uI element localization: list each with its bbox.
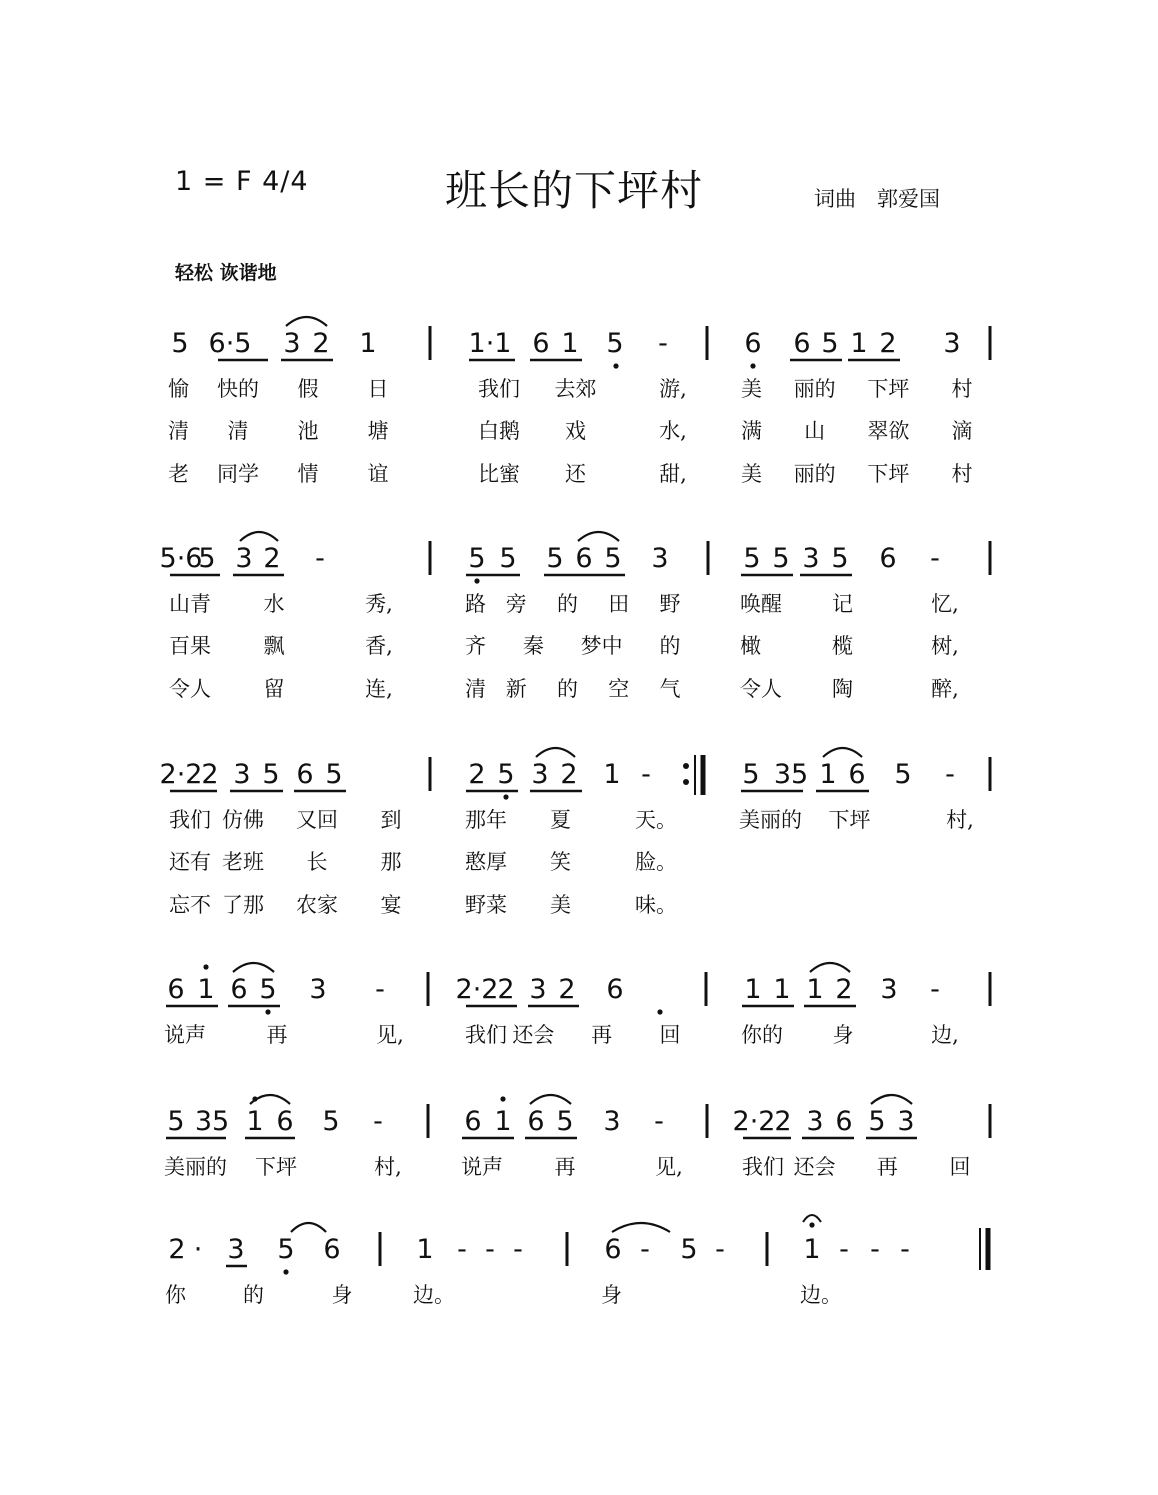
lyric: 令人 (169, 677, 211, 701)
note: 5 (277, 1234, 295, 1265)
note: - (375, 974, 385, 1005)
lyric: 说声 (164, 1023, 206, 1047)
lyric: 再 (591, 1023, 613, 1047)
lyric: 飘 (263, 634, 285, 658)
lyric: 我们 (742, 1155, 784, 1179)
lyric: 山青 (169, 592, 211, 616)
measure (171, 328, 376, 359)
note: - (513, 1234, 523, 1265)
note: 35 (194, 1106, 230, 1137)
octave-dot (613, 363, 618, 368)
lyric: 假 (297, 377, 319, 401)
note: 35 (773, 759, 809, 790)
lyric: 的 (243, 1283, 264, 1307)
tempo-marking: 轻松 诙谐地 (175, 262, 277, 284)
slur (823, 748, 862, 757)
lyric: 身 (832, 1023, 854, 1047)
octave-dot (474, 578, 479, 583)
lyric: 美丽的 (739, 808, 802, 832)
measure (803, 1234, 909, 1265)
note: 1·1 (468, 328, 512, 359)
lyric: 边。 (413, 1283, 455, 1307)
lyric: 那年 (465, 808, 507, 832)
lyric: 还有 (169, 850, 211, 874)
note: - (373, 1106, 383, 1137)
lyric: 身 (601, 1283, 622, 1307)
octave-dot (500, 1096, 505, 1101)
note: 6 (606, 974, 624, 1005)
lyric: 陶 (832, 677, 853, 701)
note: 6 (575, 543, 593, 574)
lyric: 你 (165, 1283, 186, 1307)
octave-dot (750, 363, 755, 368)
lyric: 了那 (222, 893, 264, 917)
note: 3 (880, 974, 898, 1005)
note: 2 (263, 543, 281, 574)
note: 6 (230, 974, 248, 1005)
lyric: 百果 (169, 634, 211, 658)
lyric: 见, (655, 1155, 683, 1179)
note: - (930, 543, 940, 574)
lyric: 塘 (367, 419, 389, 443)
lyric: 游, (659, 377, 687, 401)
score-system (164, 972, 990, 1047)
slur (536, 748, 575, 757)
octave-dot (283, 1269, 288, 1274)
lyric: 再 (554, 1155, 576, 1179)
note: 2 (835, 974, 853, 1005)
note: - (945, 759, 955, 790)
measure (464, 1106, 663, 1137)
note: 3 (943, 328, 961, 359)
lyric: 愉 (168, 377, 189, 401)
note: 5 (322, 1106, 340, 1137)
lyric: 野 (659, 592, 681, 616)
note: 5 (772, 543, 790, 574)
note: 6 (464, 1106, 482, 1137)
measure (167, 974, 384, 1005)
note: 3 (651, 543, 669, 574)
composer-credit: 词曲 郭爱国 (814, 187, 940, 211)
lyric: 笑 (550, 850, 571, 874)
note: - (930, 974, 940, 1005)
song-title: 班长的下坪村 (445, 166, 704, 215)
lyric: 丽的 (793, 377, 836, 401)
note: 1 (603, 759, 621, 790)
note: 6 (604, 1234, 622, 1265)
note: 1 (819, 759, 837, 790)
note: 3 (806, 1106, 824, 1137)
repeat-dot (683, 779, 689, 785)
note: 5·6 (159, 543, 203, 574)
note: 3 (531, 759, 549, 790)
note: 1 (494, 1106, 512, 1137)
lyric: 同学 (217, 462, 259, 486)
note: 5 (606, 328, 624, 359)
note: - (715, 1234, 725, 1265)
lyric: 秦 (522, 634, 544, 658)
octave-dot (265, 1009, 270, 1014)
key-signature: 1 = F 4/4 (175, 166, 309, 197)
measure (167, 1106, 382, 1137)
octave-dot (503, 794, 508, 799)
lyric: 回 (949, 1155, 971, 1179)
measure (160, 759, 343, 790)
lyric: 气 (659, 677, 681, 701)
lyric: 丽的 (793, 462, 836, 486)
lyric: 再 (876, 1155, 898, 1179)
note: 1 (197, 974, 215, 1005)
note: 2·2 (732, 1106, 776, 1137)
lyric: 还 (565, 462, 586, 486)
lyric: 身 (331, 1283, 353, 1307)
slur (286, 317, 327, 326)
lyric: 醉, (931, 677, 959, 701)
slur (291, 1223, 326, 1232)
note: 2 (312, 328, 330, 359)
score-system (168, 326, 990, 486)
lyric: 仿佛 (222, 808, 264, 832)
note: 1 (806, 974, 824, 1005)
lyric: 去郊 (554, 377, 597, 401)
lyric: 美 (550, 893, 571, 917)
measure (744, 974, 939, 1005)
measure (160, 543, 325, 574)
lyric: 比蜜 (478, 462, 520, 486)
note: 6 (879, 543, 897, 574)
lyric: 梦中 (580, 634, 623, 658)
lyric: 情 (297, 462, 319, 486)
lyric: 戏 (565, 419, 586, 443)
lyric: 又回 (296, 808, 338, 832)
lyric: 我们 (465, 1023, 507, 1047)
note: 1 (850, 328, 868, 359)
note: 5 (831, 543, 849, 574)
lyric: 秀, (365, 592, 393, 616)
note: 5 (894, 759, 912, 790)
slur (240, 532, 278, 541)
lyric: 我们 (478, 377, 520, 401)
note: 2 (468, 759, 486, 790)
lyric: 留 (263, 677, 285, 701)
lyric: 榄 (832, 634, 853, 658)
note: 5 (171, 328, 189, 359)
measure (604, 1234, 724, 1265)
note: - (457, 1234, 467, 1265)
measure (469, 328, 668, 359)
note: - (485, 1234, 495, 1265)
note: - (839, 1234, 849, 1265)
note: 2 (774, 1106, 792, 1137)
lyric: 味。 (635, 893, 677, 917)
fermata (803, 1215, 821, 1222)
note: 3 (227, 1234, 245, 1265)
note: 5 (499, 543, 517, 574)
lyric: 老班 (222, 850, 264, 874)
note: 5 (198, 543, 216, 574)
lyric: 日 (367, 377, 389, 401)
note: 5 (325, 759, 343, 790)
note: 6 (532, 328, 550, 359)
lyric: 野菜 (465, 893, 507, 917)
lyric: 村, (374, 1155, 402, 1179)
score-system (160, 755, 990, 917)
note: 1 (744, 974, 762, 1005)
note: 6·5 (208, 328, 252, 359)
note: 3 (235, 543, 253, 574)
lyric: 齐 (465, 634, 486, 658)
note: 6 (527, 1106, 545, 1137)
note: 6 (276, 1106, 294, 1137)
note: 6 (835, 1106, 853, 1137)
note: 3 (309, 974, 327, 1005)
note: 5 (468, 543, 486, 574)
lyric: 滴 (951, 419, 973, 443)
note: 5 (743, 543, 761, 574)
lyric: 美丽的 (164, 1155, 227, 1179)
octave-dot (657, 1009, 662, 1014)
lyric: 田 (608, 592, 630, 616)
lyric: 翠欲 (867, 419, 910, 443)
lyric: 夏 (550, 808, 571, 832)
note: 5 (868, 1106, 886, 1137)
note: - (900, 1234, 910, 1265)
note: 1 (773, 974, 791, 1005)
lyric: 清 (227, 419, 249, 443)
note: - (654, 1106, 664, 1137)
note: 3 (233, 759, 251, 790)
lyric: 老 (168, 462, 189, 486)
note: 3 (283, 328, 301, 359)
lyric: 我们 (169, 808, 211, 832)
lyric: 说声 (461, 1155, 503, 1179)
note: 2 (201, 759, 219, 790)
lyric: 宴 (380, 893, 402, 917)
lyric: 再 (266, 1023, 288, 1047)
lyric: 山 (804, 419, 826, 443)
measure (742, 759, 954, 790)
lyric: 橄 (740, 634, 761, 658)
lyric: 清 (168, 419, 189, 443)
lyric: 那 (380, 850, 402, 874)
score-system (165, 1228, 988, 1307)
note: 6 (744, 328, 762, 359)
lyric: 甜, (659, 462, 687, 486)
note: - (640, 1234, 650, 1265)
measure (168, 1234, 340, 1265)
note: 2 (879, 328, 897, 359)
lyric: 空 (608, 677, 630, 701)
slur (578, 532, 619, 541)
note: 3 (603, 1106, 621, 1137)
lyric: 水, (659, 419, 687, 443)
note: 2·2 (159, 759, 203, 790)
lyric: 唤醒 (740, 592, 782, 616)
lyric: 下坪 (867, 462, 910, 486)
lyric: 路 (465, 592, 486, 616)
measure (468, 543, 668, 574)
lyric: 连, (365, 677, 393, 701)
note: 6 (848, 759, 866, 790)
lyric: 还会 (512, 1023, 555, 1047)
slur (871, 1095, 912, 1104)
note: 1 (561, 328, 579, 359)
lyric: 村 (951, 377, 973, 401)
slur (530, 1095, 571, 1104)
octave-dot (809, 1222, 814, 1227)
lyric: 还会 (793, 1155, 836, 1179)
lyric: 记 (832, 592, 853, 616)
lyric: 池 (297, 419, 319, 443)
score-system (160, 541, 990, 701)
note: 5 (497, 759, 515, 790)
lyric: 回 (659, 1023, 681, 1047)
note: - (870, 1234, 880, 1265)
lyric: 村, (946, 808, 974, 832)
lyric: 长 (306, 850, 328, 874)
note: · (193, 1234, 203, 1265)
note: 1 (359, 328, 377, 359)
octave-dot (252, 1096, 257, 1101)
note: 2 (558, 974, 576, 1005)
score-system (164, 1104, 990, 1179)
lyric: 香, (365, 634, 393, 658)
note: 3 (529, 974, 547, 1005)
note: 5 (821, 328, 839, 359)
slur (233, 963, 274, 972)
note: 2 (560, 759, 578, 790)
note: 1 (416, 1234, 434, 1265)
lyric: 的 (659, 634, 681, 658)
note: 2 (497, 974, 515, 1005)
octave-dot (203, 964, 208, 969)
lyric: 的 (557, 677, 578, 701)
slur (810, 963, 850, 972)
lyric: 旁 (505, 592, 527, 616)
measure (416, 1234, 522, 1265)
lyric: 边, (931, 1023, 959, 1047)
note: 6 (323, 1234, 341, 1265)
note: 5 (604, 543, 622, 574)
note: 5 (680, 1234, 698, 1265)
measure (456, 974, 624, 1005)
note: 5 (742, 759, 760, 790)
note: 3 (802, 543, 820, 574)
note: 5 (556, 1106, 574, 1137)
lyric: 白鹅 (478, 419, 520, 443)
note: 3 (897, 1106, 915, 1137)
lyric: 下坪 (867, 377, 910, 401)
lyric: 新 (505, 677, 527, 701)
lyric: 美 (741, 377, 762, 401)
lyric: 树, (931, 634, 959, 658)
note: - (315, 543, 325, 574)
lyric: 你的 (741, 1023, 783, 1047)
measure (743, 543, 939, 574)
measure (744, 328, 960, 359)
lyric: 天。 (635, 808, 677, 832)
lyric: 忆, (931, 592, 959, 616)
note: 6 (167, 974, 185, 1005)
note: - (658, 328, 668, 359)
note: 5 (546, 543, 564, 574)
note: 1 (246, 1106, 264, 1137)
lyric: 的 (557, 592, 578, 616)
lyric: 憨厚 (465, 850, 507, 874)
note: 6 (296, 759, 314, 790)
lyric: 下坪 (828, 808, 871, 832)
lyric: 水 (263, 592, 285, 616)
lyric: 村 (951, 462, 973, 486)
lyric: 满 (741, 419, 762, 443)
lyric: 快的 (217, 377, 259, 401)
note: - (641, 759, 651, 790)
lyric: 见, (376, 1023, 404, 1047)
note: 5 (259, 974, 277, 1005)
note: 2·2 (455, 974, 499, 1005)
lyric: 清 (465, 677, 486, 701)
lyric: 美 (741, 462, 762, 486)
slur (612, 1223, 670, 1232)
lyric: 脸。 (635, 850, 677, 874)
lyric: 农家 (296, 893, 338, 917)
lyric: 忘不 (169, 893, 211, 917)
lyric: 到 (380, 808, 402, 832)
lyric: 令人 (740, 677, 782, 701)
repeat-dot (683, 763, 689, 769)
lyric: 谊 (367, 462, 389, 486)
note: 6 (793, 328, 811, 359)
note: 1 (803, 1234, 821, 1265)
measure (468, 759, 650, 790)
measure (733, 1106, 915, 1137)
note: 5 (262, 759, 280, 790)
lyric: 边。 (800, 1283, 842, 1307)
note: 5 (167, 1106, 185, 1137)
note: 2 (168, 1234, 186, 1265)
lyric: 下坪 (255, 1155, 297, 1179)
